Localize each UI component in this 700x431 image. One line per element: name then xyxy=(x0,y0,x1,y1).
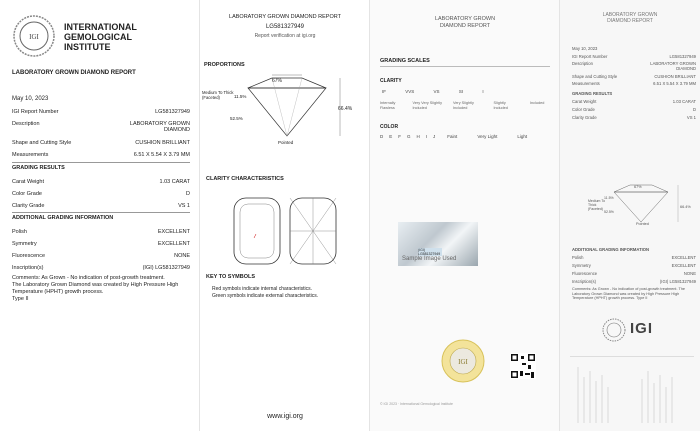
crown-percent: 11.5% xyxy=(234,94,247,99)
color-desc: Faint xyxy=(447,134,458,139)
row-label: Description xyxy=(12,121,40,127)
row-label: Fluorescence xyxy=(572,271,598,276)
sample-inscription: (IGI) LG581327949 xyxy=(418,248,441,256)
color-grade: D xyxy=(380,134,384,139)
row-value: D xyxy=(186,191,190,197)
color-grade: J xyxy=(433,134,436,139)
row-label: Fluorescence xyxy=(12,253,46,259)
svg-text:IGI: IGI xyxy=(458,358,468,366)
shape-row xyxy=(12,140,190,146)
row-value: 6.51 X 5.54 X 3.79 MM xyxy=(133,152,190,158)
rotated-mini-card xyxy=(570,356,694,426)
p4-pavilion: 52.5% xyxy=(604,210,614,214)
row-value: EXCELLENT xyxy=(157,241,190,247)
clarity-grade: I xyxy=(482,89,484,94)
comments-text: Comments: As Grown - No indication of post-growth treatment. The Laboratory Grown Diamond was created by High Pressure High Temperature (HPHT) growth process. Type II xyxy=(12,275,179,302)
clarity-grade: IF xyxy=(382,89,386,94)
org-name-line3: INSTITUTE xyxy=(64,42,111,52)
p4-girdle: Medium To Thick (Faceted) xyxy=(588,199,606,211)
row-label: Symmetry xyxy=(572,263,591,268)
p4-shape-row xyxy=(572,74,696,79)
clarity-grade: VS xyxy=(433,89,440,94)
clarity-row xyxy=(12,203,190,209)
clarity-desc: Very Very Slightly Included xyxy=(412,101,443,110)
row-value: LG581327949 xyxy=(155,109,190,115)
row-value: 6.51 X 5.54 X 3.79 MM xyxy=(653,81,696,86)
grading-scales-heading: GRADING SCALES xyxy=(380,58,430,64)
row-value: VS 1 xyxy=(686,115,696,120)
row-label: Shape and Cutting Style xyxy=(12,140,72,146)
row-label: Color Grade xyxy=(12,191,42,197)
panel4-heading-line2: DIAMOND REPORT xyxy=(607,18,653,24)
p4-culet: Pointed xyxy=(636,222,649,226)
org-name-line1: INTERNATIONAL xyxy=(64,22,137,32)
qr-code-icon[interactable] xyxy=(510,353,536,379)
row-value: LG581327949 xyxy=(669,54,696,59)
row-label: Clarity Grade xyxy=(12,203,45,209)
girdle-text: Medium To Thick (Faceted) xyxy=(202,90,234,100)
sample-caption: Sample Image Used xyxy=(402,256,457,262)
clarity-desc: Very Slightly Included xyxy=(453,101,474,110)
clarity-scale-label: CLARITY xyxy=(380,78,402,84)
row-label: Polish xyxy=(12,229,27,235)
panel3-heading-line1: LABORATORY GROWN xyxy=(434,16,496,22)
p4-table-percent: 67% xyxy=(634,185,642,189)
grading-results-heading: GRADING RESULTS xyxy=(12,165,65,171)
panel4-date: May 10, 2023 xyxy=(572,46,598,51)
p4-report-row xyxy=(572,54,696,59)
row-value: EXCELLENT xyxy=(671,263,696,268)
color-scale-label: COLOR xyxy=(380,124,399,130)
row-label: Measurements xyxy=(12,152,49,158)
report-main-panel xyxy=(0,0,200,431)
p4-depth-percent: 66.4% xyxy=(680,205,691,209)
row-label: Carat Weight xyxy=(12,179,44,185)
carat-row xyxy=(12,179,190,185)
proportions-heading: PROPORTIONS xyxy=(204,62,245,68)
card-copy-panel xyxy=(560,0,700,431)
color-desc: Very Light xyxy=(477,134,498,139)
row-label: IGI Report Number xyxy=(12,109,59,115)
polish-row xyxy=(12,229,190,235)
clarity-grade: VVS xyxy=(405,89,415,94)
pavilion-percent: 52.5% xyxy=(230,116,243,121)
panel4-heading-line1: LABORATORY GROWN xyxy=(602,12,658,18)
color-row xyxy=(12,191,190,197)
p4-crown: 11.5% xyxy=(604,196,614,200)
measurements-row xyxy=(12,152,190,158)
row-value: 1.03 CARAT xyxy=(672,99,696,104)
row-label: Description xyxy=(572,61,593,66)
color-scale xyxy=(380,134,527,139)
row-label: Clarity Grade xyxy=(572,115,597,120)
row-label: Measurements xyxy=(572,81,600,86)
description-row xyxy=(12,121,190,133)
panel2-heading: LABORATORY GROWN DIAMOND REPORT xyxy=(229,14,341,20)
row-value: LABORATORY GROWN DIAMOND xyxy=(129,121,190,133)
color-grade: I xyxy=(425,134,428,139)
p4-inscription-row xyxy=(572,279,696,284)
row-value: EXCELLENT xyxy=(157,229,190,235)
hologram-seal-icon xyxy=(440,338,486,384)
color-grade: G xyxy=(407,134,411,139)
clarity-desc-row xyxy=(380,101,550,110)
clarity-grade: SI xyxy=(458,89,464,94)
mini-card-lines xyxy=(570,357,694,427)
row-value: D xyxy=(692,107,696,112)
p4-grading-heading: GRADING RESULTS xyxy=(572,91,613,96)
verification-text: Report verification at igi.org xyxy=(254,33,316,39)
key-line-2: Green symbols indicate external characteristics. xyxy=(212,293,319,299)
clarity-heading: CLARITY CHARACTERISTICS xyxy=(206,176,284,182)
symmetry-row xyxy=(12,241,190,247)
color-grade: H xyxy=(416,134,420,139)
clarity-desc: Slightly Included xyxy=(493,101,508,110)
row-value: EXCELLENT xyxy=(671,255,696,260)
row-label: Polish xyxy=(572,255,584,260)
row-label: Inscription(s) xyxy=(572,279,596,284)
p4-polish-row xyxy=(572,255,696,260)
inscription-row xyxy=(12,265,190,271)
row-value: 1.03 CARAT xyxy=(159,179,190,185)
p4-comments: Comments: As Grown - No indication of post-growth treatment. The Laboratory Grown Diamond was created by High Pressure High Temperature (HPHT) growth process. Type II xyxy=(572,287,686,301)
additional-heading: ADDITIONAL GRADING INFORMATION xyxy=(12,215,114,221)
report-date: May 10, 2023 xyxy=(12,96,49,102)
p4-clarity-row xyxy=(572,115,696,120)
row-value: CUSHION BRILLIANT xyxy=(135,140,190,146)
p4-carat-row xyxy=(572,99,696,104)
row-label: Symmetry xyxy=(12,241,37,247)
panel3-footer: © IGI 2023 · International Gemological Institute xyxy=(380,402,454,406)
color-grade: F xyxy=(398,134,402,139)
row-value: VS 1 xyxy=(178,203,190,209)
row-value: CUSHION BRILLIANT xyxy=(654,74,696,79)
fluorescence-row xyxy=(12,253,190,259)
p4-fluorescence-row xyxy=(572,271,696,276)
row-label: Inscription(s) xyxy=(12,265,44,271)
table-percent: 67% xyxy=(272,78,283,84)
igi-seal-logo xyxy=(12,14,56,58)
clarity-desc: Internally Flawless xyxy=(380,101,396,110)
report-number-row xyxy=(12,109,190,115)
row-label: Carat Weight xyxy=(572,99,597,104)
row-value: (IGI) LG581327949 xyxy=(142,265,190,271)
website-link[interactable]: www.igi.org xyxy=(267,413,303,420)
row-label: Color Grade xyxy=(572,107,595,112)
report-heading: LABORATORY GROWN DIAMOND REPORT xyxy=(12,70,136,76)
clarity-desc: Included xyxy=(530,101,545,105)
culet-text: Pointed xyxy=(278,140,294,145)
p4-symmetry-row xyxy=(572,263,696,268)
key-line-1: Red symbols indicate internal characteristics. xyxy=(212,286,313,292)
grading-scales-panel xyxy=(370,0,560,431)
p4-color-row xyxy=(572,107,696,112)
color-grade: E xyxy=(389,134,393,139)
p4-additional-heading: ADDITIONAL GRADING INFORMATION xyxy=(572,247,650,252)
key-heading: KEY TO SYMBOLS xyxy=(206,274,256,280)
color-desc: Light xyxy=(517,134,528,139)
org-name-line2: GEMOLOGICAL xyxy=(64,32,132,42)
row-value: NONE xyxy=(174,253,190,259)
p4-description-row xyxy=(572,61,696,71)
clarity-scale xyxy=(382,89,490,94)
row-label: IGI Report Number xyxy=(572,54,608,59)
igi-small-seal-logo xyxy=(602,318,626,342)
row-value: LABORATORY GROWN DIAMOND xyxy=(650,61,696,71)
panel3-heading-line2: DIAMOND REPORT xyxy=(439,23,491,29)
clarity-plot-diagram xyxy=(232,196,342,268)
proportions-panel xyxy=(200,0,370,431)
svg-text:IGI: IGI xyxy=(29,33,39,41)
row-label: Shape and Cutting Style xyxy=(572,74,618,79)
panel2-report-number: LG581327949 xyxy=(265,24,305,30)
row-value: NONE xyxy=(683,271,696,276)
row-value: (IGI) LG581327949 xyxy=(659,279,696,284)
igi-logo-text: IGI xyxy=(630,320,654,337)
p4-measurements-row xyxy=(572,81,696,86)
depth-percent: 66.4% xyxy=(338,106,353,112)
